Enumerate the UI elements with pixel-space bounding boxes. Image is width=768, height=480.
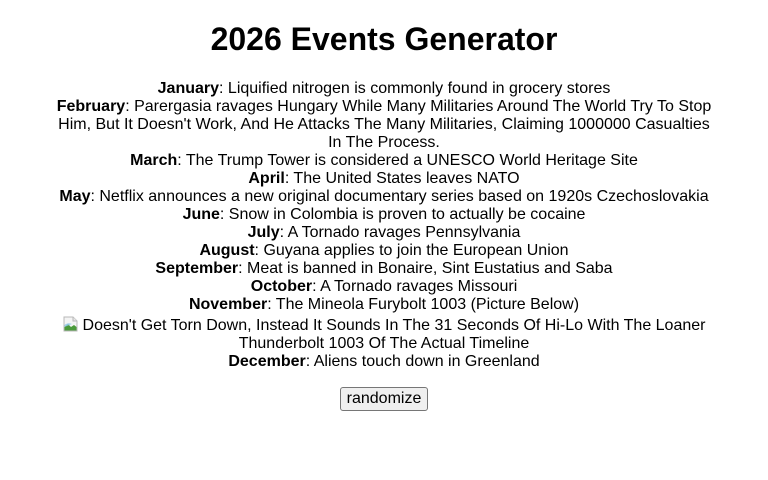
event-march (52, 152, 716, 170)
event-october (52, 278, 716, 296)
randomize-button[interactable]: randomize (340, 387, 429, 411)
event-text: : A Tornado ravages Missouri (312, 278, 518, 295)
event-april (52, 170, 716, 188)
event-text: : The United States leaves NATO (284, 170, 520, 187)
event-text: : Guyana applies to join the European Union (254, 242, 569, 259)
month-label: April (248, 170, 285, 187)
month-label: May (59, 188, 91, 205)
event-text: : Aliens touch down in Greenland (305, 353, 540, 370)
event-february (52, 98, 716, 152)
event-text: : The Mineola Furybolt 1003 (Picture Below) (267, 296, 580, 313)
events-list (52, 80, 716, 371)
month-label: August (199, 242, 255, 259)
month-label: June (182, 206, 220, 223)
month-label: September (155, 260, 239, 277)
month-label: March (130, 152, 178, 169)
event-august (52, 242, 716, 260)
event-text: : Liquified nitrogen is commonly found in grocery stores (219, 80, 611, 97)
event-june (52, 206, 716, 224)
month-label: January (157, 80, 220, 97)
event-september (52, 260, 716, 278)
page-title: 2026 Events Generator (210, 21, 558, 57)
controls (0, 387, 768, 411)
event-text: : Netflix announces a new original documentary series based on 1920s Czechoslovakia (90, 188, 709, 205)
image-alt-text: Doesn't Get Torn Down, Instead It Sounds In The 31 Seconds Of Hi-Lo With The Loaner Thunderbolt 1003 Of The Actual Timeline (82, 317, 706, 352)
month-label: December (228, 353, 306, 370)
month-label: October (250, 278, 313, 295)
event-december (52, 353, 716, 371)
event-text: : A Tornado ravages Pennsylvania (279, 224, 521, 241)
event-text: : Meat is banned in Bonaire, Sint Eustatius and Saba (238, 260, 613, 277)
event-july (52, 224, 716, 242)
event-may (52, 188, 716, 206)
month-label: November (188, 296, 268, 313)
event-text: : Parergasia ravages Hungary While Many Militaries Around The World Try To Stop Him, But It Doesn't Work, And He Attacks The Many Militaries, Claiming 1000000 Casualties In The Process. (58, 98, 712, 151)
broken-image-icon (63, 316, 79, 332)
event-november-image (52, 316, 716, 353)
event-november (52, 296, 716, 314)
event-text: : The Trump Tower is considered a UNESCO World Heritage Site (177, 152, 638, 169)
event-january (52, 80, 716, 98)
event-text: : Snow in Colombia is proven to actually be cocaine (219, 206, 586, 223)
month-label: July (247, 224, 280, 241)
month-label: February (56, 98, 126, 115)
